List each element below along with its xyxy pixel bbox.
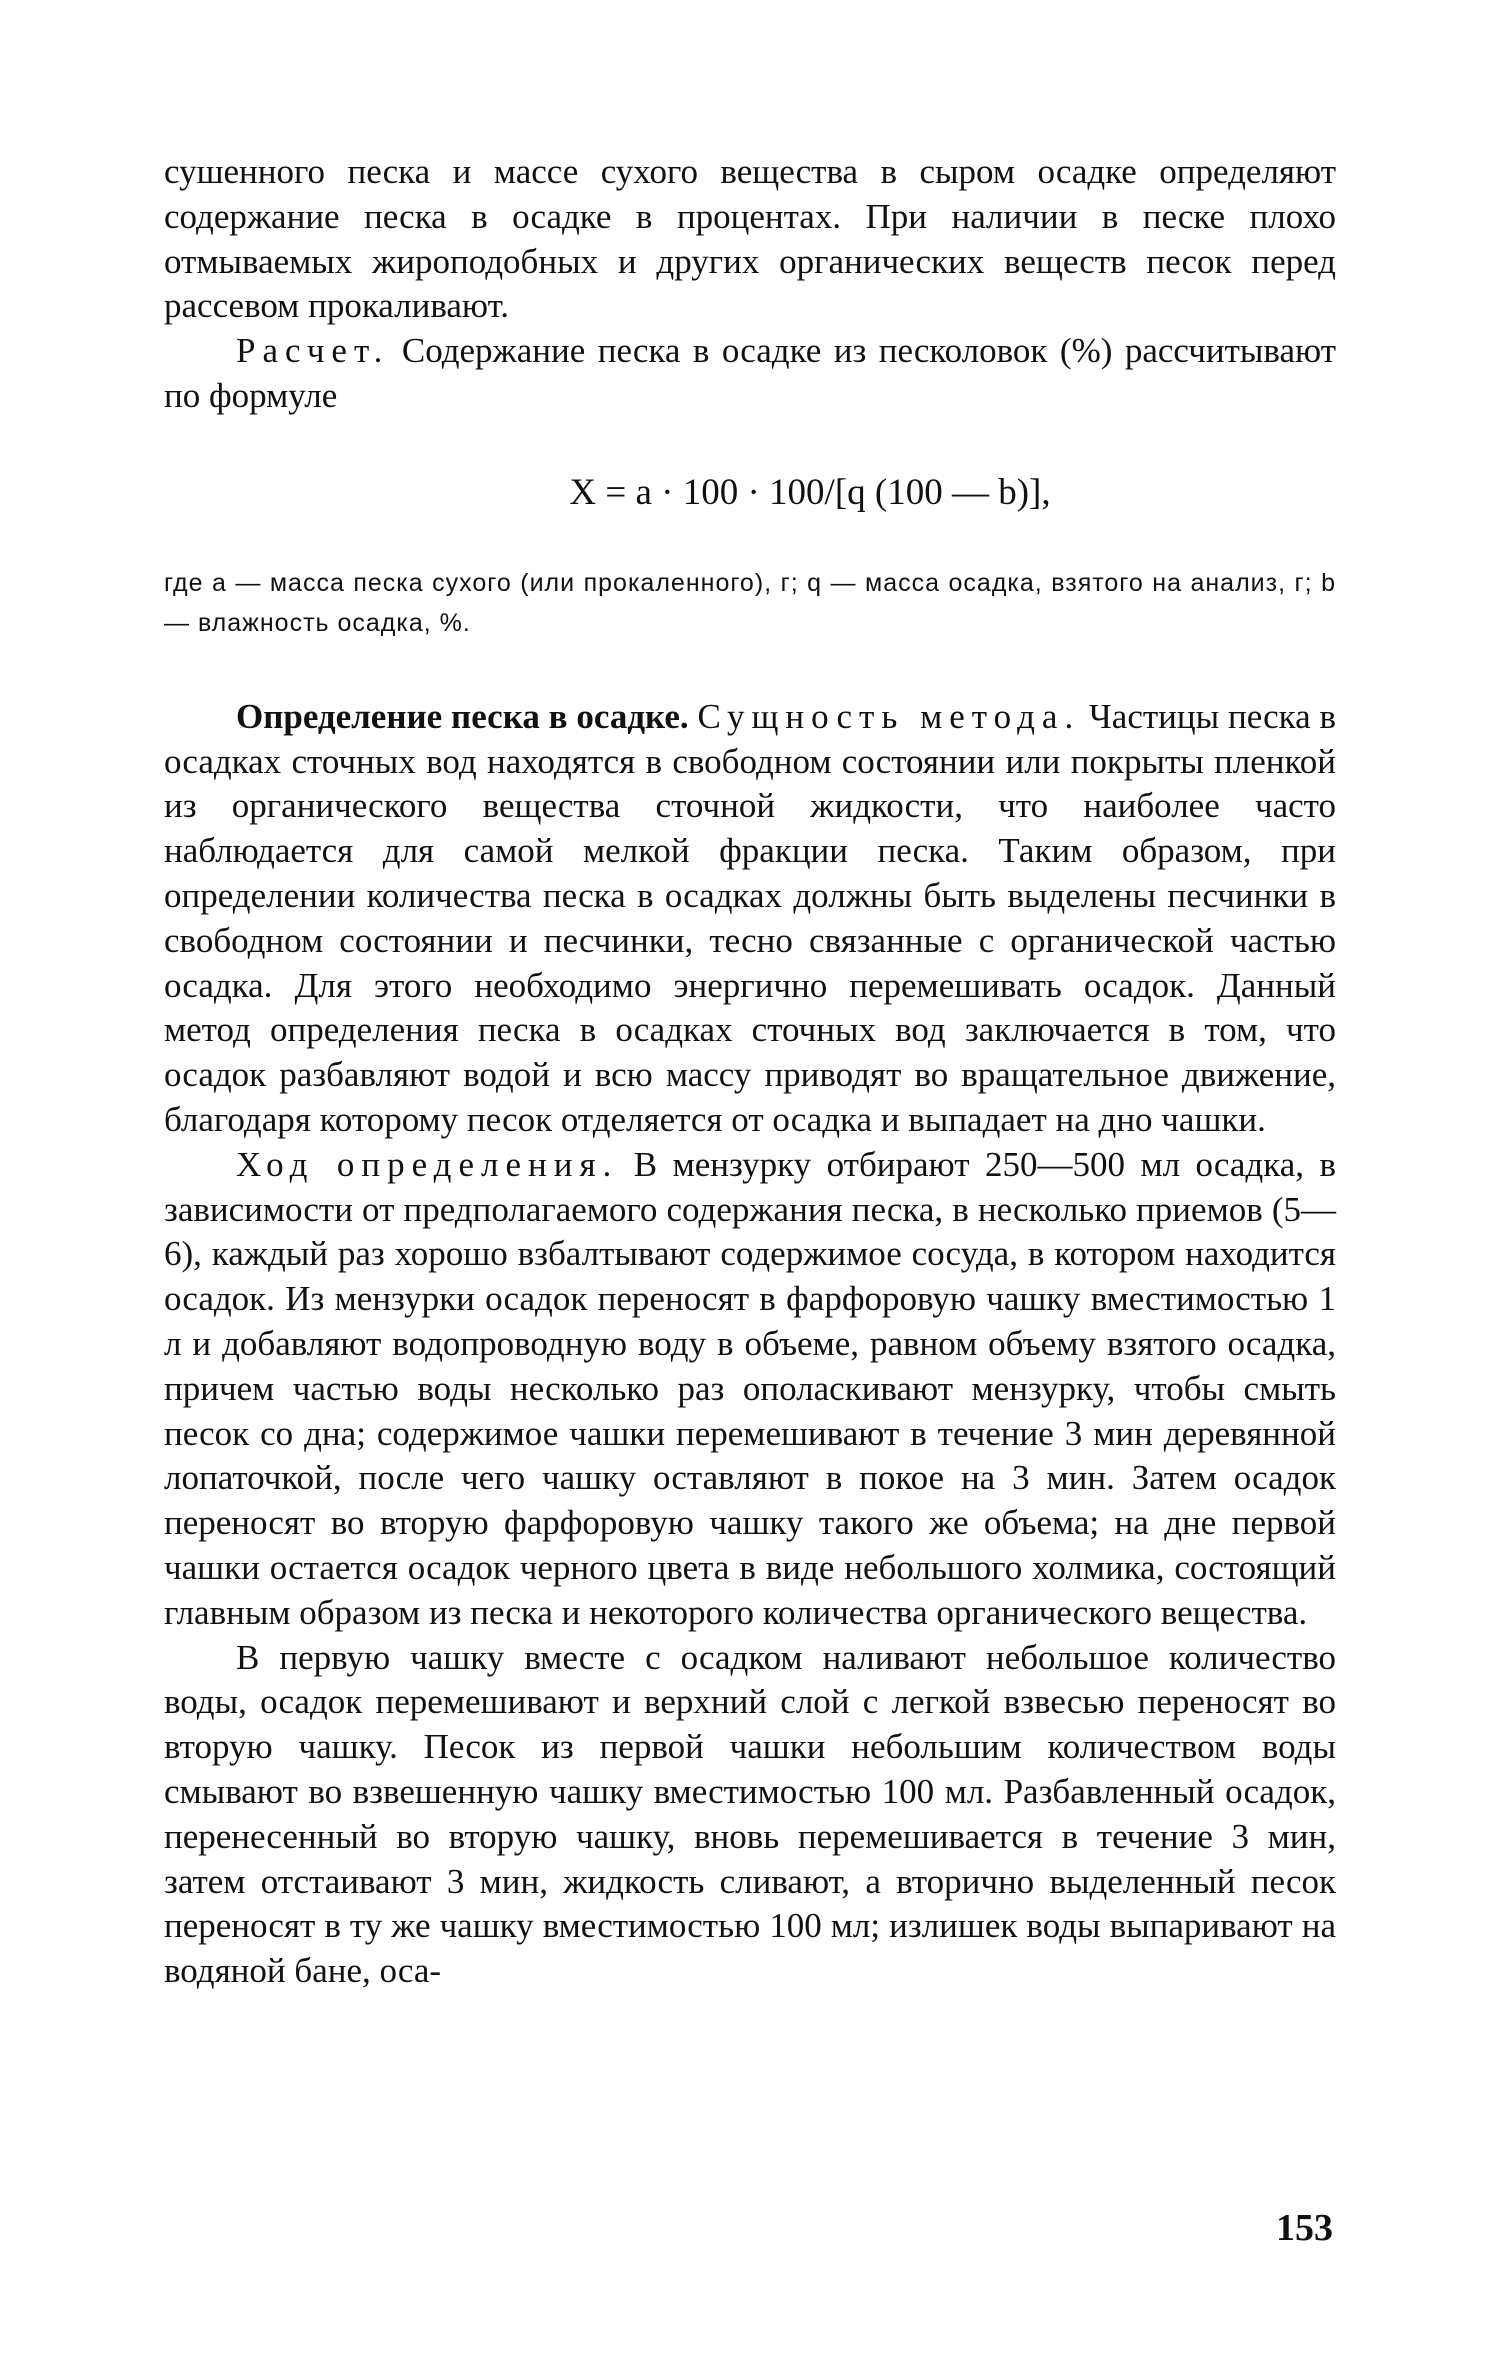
- page-number: 153: [1276, 2207, 1333, 2249]
- paragraph-4: [164, 1143, 1336, 1636]
- page-text: [164, 150, 1336, 1994]
- procedure-body: В мензурку отбирают 250—500 мл осадка, в зависимости от предполагаемого содержания песка, в несколько приемов (5—6), каждый раз хорошо взбалтывают содержимое сосуда, в котором находится осадок. Из мензурки осадок переносят в фарфоровую чашку вместимостью 1 л и добавляют водопроводную воду в объеме, равном объему взятого осадка, причем частью воды несколько раз ополаскивают мензурку, чтобы смыть песок со дна; содержимое чашки перемешивают в течение 3 мин деревянной лопаточкой, после чего чашку оставляют в покое на 3 мин. Затем осадок переносят во вторую фарфоровую чашку такого же объема; на дне первой чашки остается осадок черного цвета в виде небольшого холмика, состоящий главным образом из песка и некоторого количества органического вещества.: [164, 1144, 1336, 1632]
- method-body: Частицы песка в осадках сточных вод находятся в свободном состоянии или покрыты пленкой из органического вещества сточной жидкости, что наиболее часто наблюдается для самой мелкой фракции песка. Таким образом, при определении количества песка в осадках должны быть выделены песчинки в свободном состоянии и песчинки, тесно связанные с органической частью осадка. Для этого необходимо энергично перемешивать осадок. Данный метод определения песка в осадках сточных вод заключается в том, что осадок разбавляют водой и всю массу приводят во вращательное движение, благодаря которому песок отделяется от осадка и выпадает на дно чашки.: [164, 696, 1336, 1139]
- paragraph-3: [164, 695, 1336, 1143]
- procedure-heading: Ход определения.: [236, 1144, 619, 1184]
- paragraph-1: сушенного песка и массе сухого вещества в сыром осадке определяют содержание песка в осадке в процентах. При наличии в песке плохо отмываемых жироподобных и других органических веществ песок перед рассевом прокаливают.: [164, 152, 1336, 326]
- paragraph-2: [164, 329, 1336, 419]
- formula-text: X = a · 100 · 100/[q (100 — b)],: [569, 471, 1051, 513]
- calc-body: Содержание песка в осадке из песколовок (%) рассчитывают по формуле: [164, 331, 1336, 415]
- calc-heading: Расчет.: [236, 331, 390, 371]
- formula: [164, 471, 1336, 515]
- method-heading: Сущность метода.: [697, 696, 1081, 736]
- section-title: Определение песка в осадке.: [236, 696, 689, 736]
- formula-legend: где a — масса песка сухого (или прокаленного), г; q — масса осадка, взятого на анализ, г; b — влажность осадка, %.: [164, 568, 1336, 637]
- paragraph-5: В первую чашку вместе с осадком наливают небольшое количество воды, осадок перемешивают и верхний слой с легкой взвесью переносят во вторую чашку. Песок из первой чашки небольшим количеством воды смывают во взвешенную чашку вместимостью 100 мл. Разбавленный осадок, перенесенный во вторую чашку, вновь перемешивается в течение 3 мин, затем отстаивают 3 мин, жидкость сливают, а вторично выделенный песок переносят в ту же чашку вместимостью 100 мл; излишек воды выпаривают на водяной бане, оса-: [164, 1637, 1336, 1991]
